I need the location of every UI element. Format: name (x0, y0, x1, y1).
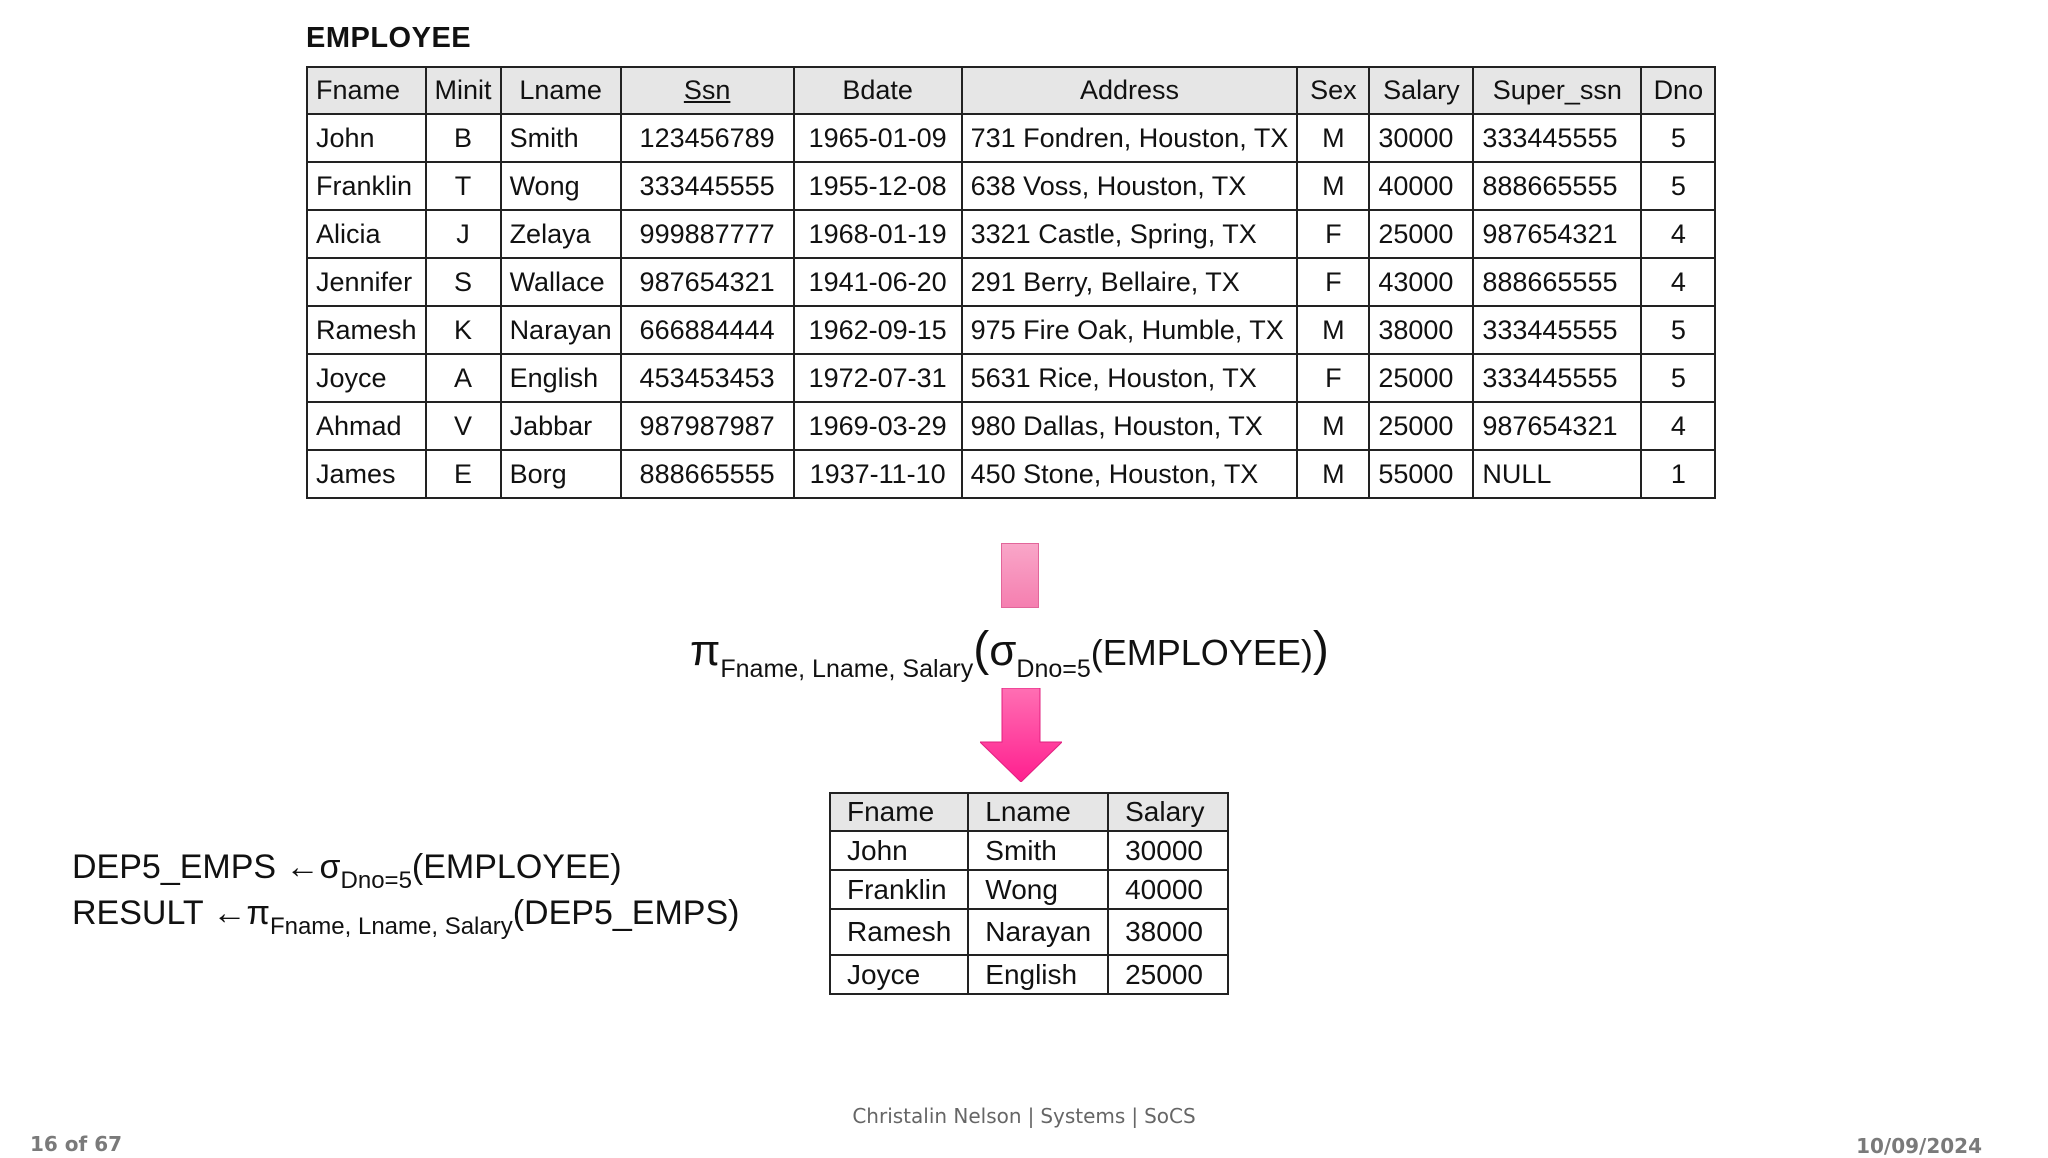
result-cell-salary: 40000 (1108, 870, 1228, 909)
cell-address: 731 Fondren, Houston, TX (962, 114, 1298, 162)
result-cell-fname: Ramesh (830, 909, 968, 955)
cell-sex: M (1297, 450, 1369, 498)
result-cell-salary: 38000 (1108, 909, 1228, 955)
cell-minit: T (426, 162, 501, 210)
assignment-rhs: (EMPLOYEE) (411, 848, 622, 886)
employee-table-body (307, 114, 1715, 498)
cell-minit: B (426, 114, 501, 162)
result-cell-fname: Joyce (830, 955, 968, 994)
result-col-header-salary: Salary (1108, 793, 1228, 831)
footer-credits (0, 1104, 2048, 1128)
cell-lname: Smith (501, 114, 621, 162)
cell-address: 450 Stone, Houston, TX (962, 450, 1298, 498)
pi-symbol: π (690, 626, 721, 675)
table-row (830, 870, 1228, 909)
col-header-salary: Salary (1369, 67, 1473, 114)
ssn-key-label: Ssn (683, 75, 731, 105)
cell-lname: Wallace (501, 258, 621, 306)
cell-sex: F (1297, 354, 1369, 402)
cell-minit: S (426, 258, 501, 306)
table-row (307, 450, 1715, 498)
assignment-result (72, 894, 740, 940)
result-cell-fname: Franklin (830, 870, 968, 909)
relational-expression (690, 622, 1329, 683)
pi-symbol: π (246, 894, 270, 932)
cell-fname: Joyce (307, 354, 426, 402)
cell-dno: 5 (1641, 306, 1715, 354)
cell-dno: 5 (1641, 354, 1715, 402)
cell-address: 5631 Rice, Houston, TX (962, 354, 1298, 402)
cell-bdate: 1937-11-10 (794, 450, 962, 498)
cell-super-ssn: 333445555 (1473, 354, 1641, 402)
cell-bdate: 1962-09-15 (794, 306, 962, 354)
cell-salary: 30000 (1369, 114, 1473, 162)
cell-fname: John (307, 114, 426, 162)
cell-fname: Alicia (307, 210, 426, 258)
footer-date: 10/09/2024 (1856, 1134, 1982, 1158)
cell-fname: Franklin (307, 162, 426, 210)
cell-salary: 38000 (1369, 306, 1473, 354)
col-header-lname: Lname (501, 67, 621, 114)
footer-author: Christalin Nelson (852, 1104, 1022, 1128)
cell-sex: M (1297, 402, 1369, 450)
cell-dno: 1 (1641, 450, 1715, 498)
result-cell-lname: Smith (968, 831, 1108, 870)
cell-super-ssn: 333445555 (1473, 114, 1641, 162)
cell-salary: 25000 (1369, 354, 1473, 402)
cell-minit: K (426, 306, 501, 354)
col-header-fname: Fname (307, 67, 426, 114)
result-cell-salary: 25000 (1108, 955, 1228, 994)
cell-super-ssn: 987654321 (1473, 210, 1641, 258)
cell-dno: 4 (1641, 258, 1715, 306)
employee-table (306, 66, 1716, 499)
cell-ssn: 888665555 (621, 450, 794, 498)
cell-sex: M (1297, 162, 1369, 210)
col-header-minit: Minit (426, 67, 501, 114)
table-row (307, 354, 1715, 402)
cell-lname: Jabbar (501, 402, 621, 450)
left-arrow-icon: ← (212, 894, 247, 932)
col-header-dno: Dno (1641, 67, 1715, 114)
cell-ssn: 987987987 (621, 402, 794, 450)
sigma-symbol: σ (989, 626, 1017, 675)
result-header-row (830, 793, 1228, 831)
col-header-sex: Sex (1297, 67, 1369, 114)
cell-bdate: 1955-12-08 (794, 162, 962, 210)
table-row (830, 831, 1228, 870)
table-row (307, 402, 1715, 450)
pi-subscript: Fname, Lname, Salary (269, 913, 513, 940)
cell-bdate: 1968-01-19 (794, 210, 962, 258)
cell-sex: M (1297, 306, 1369, 354)
col-header-ssn (621, 67, 794, 114)
left-arrow-icon: ← (285, 848, 320, 886)
pi-subscript: Fname, Lname, Salary (720, 655, 974, 683)
cell-address: 638 Voss, Houston, TX (962, 162, 1298, 210)
cell-fname: Jennifer (307, 258, 426, 306)
table-row (830, 955, 1228, 994)
table-row (307, 306, 1715, 354)
cell-bdate: 1941-06-20 (794, 258, 962, 306)
col-header-super-ssn: Super_ssn (1473, 67, 1641, 114)
cell-super-ssn: 888665555 (1473, 162, 1641, 210)
cell-minit: E (426, 450, 501, 498)
table-row (830, 909, 1228, 955)
assignment-lhs: RESULT (72, 894, 204, 932)
cell-minit: A (426, 354, 501, 402)
cell-lname: English (501, 354, 621, 402)
employee-table-title: EMPLOYEE (306, 22, 472, 54)
cell-salary: 43000 (1369, 258, 1473, 306)
cell-salary: 25000 (1369, 210, 1473, 258)
cell-lname: Borg (501, 450, 621, 498)
table-row (307, 162, 1715, 210)
cell-bdate: 1969-03-29 (794, 402, 962, 450)
footer-separator: | (1027, 1104, 1035, 1128)
cell-super-ssn: 888665555 (1473, 258, 1641, 306)
cell-dno: 5 (1641, 162, 1715, 210)
cell-ssn: 453453453 (621, 354, 794, 402)
cell-salary: 55000 (1369, 450, 1473, 498)
result-cell-salary: 30000 (1108, 831, 1228, 870)
footer-course: Systems (1040, 1104, 1126, 1128)
result-col-header-fname: Fname (830, 793, 968, 831)
cell-ssn: 333445555 (621, 162, 794, 210)
result-cell-fname: John (830, 831, 968, 870)
cell-fname: Ramesh (307, 306, 426, 354)
footer-separator: | (1131, 1104, 1139, 1128)
cell-dno: 4 (1641, 402, 1715, 450)
cell-ssn: 999887777 (621, 210, 794, 258)
cell-ssn: 666884444 (621, 306, 794, 354)
sigma-subscript: Dno=5 (340, 867, 412, 894)
cell-ssn: 987654321 (621, 258, 794, 306)
cell-dno: 4 (1641, 210, 1715, 258)
cell-fname: James (307, 450, 426, 498)
assignment-rhs: (DEP5_EMPS) (512, 894, 740, 932)
cell-minit: J (426, 210, 501, 258)
cell-dno: 5 (1641, 114, 1715, 162)
cell-lname: Zelaya (501, 210, 621, 258)
result-cell-lname: English (968, 955, 1108, 994)
assignment-lhs: DEP5_EMPS (72, 848, 277, 886)
result-table-body (830, 831, 1228, 994)
cell-address: 975 Fire Oak, Humble, TX (962, 306, 1298, 354)
col-header-address: Address (962, 67, 1298, 114)
cell-salary: 25000 (1369, 402, 1473, 450)
result-cell-lname: Narayan (968, 909, 1108, 955)
result-col-header-lname: Lname (968, 793, 1108, 831)
page-number: 16 of 67 (30, 1132, 123, 1156)
open-paren: ( (973, 623, 990, 676)
cell-ssn: 123456789 (621, 114, 794, 162)
sigma-symbol: σ (319, 848, 341, 886)
cell-super-ssn: NULL (1473, 450, 1641, 498)
cell-bdate: 1972-07-31 (794, 354, 962, 402)
table-row (307, 114, 1715, 162)
cell-bdate: 1965-01-09 (794, 114, 962, 162)
cell-super-ssn: 333445555 (1473, 306, 1641, 354)
table-row (307, 258, 1715, 306)
assignment-dep5-emps (72, 848, 622, 894)
sigma-subscript: Dno=5 (1016, 655, 1091, 683)
cell-address: 3321 Castle, Spring, TX (962, 210, 1298, 258)
cell-sex: M (1297, 114, 1369, 162)
col-header-bdate: Bdate (794, 67, 962, 114)
cell-salary: 40000 (1369, 162, 1473, 210)
table-row (307, 210, 1715, 258)
employee-header-row (307, 67, 1715, 114)
cell-minit: V (426, 402, 501, 450)
expression-relation: (EMPLOYEE) (1090, 632, 1313, 673)
cell-fname: Ahmad (307, 402, 426, 450)
cell-super-ssn: 987654321 (1473, 402, 1641, 450)
cell-sex: F (1297, 210, 1369, 258)
cell-address: 291 Berry, Bellaire, TX (962, 258, 1298, 306)
result-table (829, 792, 1229, 995)
down-arrow-icon (980, 688, 1062, 782)
cell-sex: F (1297, 258, 1369, 306)
result-cell-lname: Wong (968, 870, 1108, 909)
arrow-stem (1001, 543, 1039, 608)
cell-address: 980 Dallas, Houston, TX (962, 402, 1298, 450)
footer-school: SoCS (1144, 1104, 1196, 1128)
cell-lname: Narayan (501, 306, 621, 354)
close-paren: ) (1312, 623, 1329, 676)
cell-lname: Wong (501, 162, 621, 210)
